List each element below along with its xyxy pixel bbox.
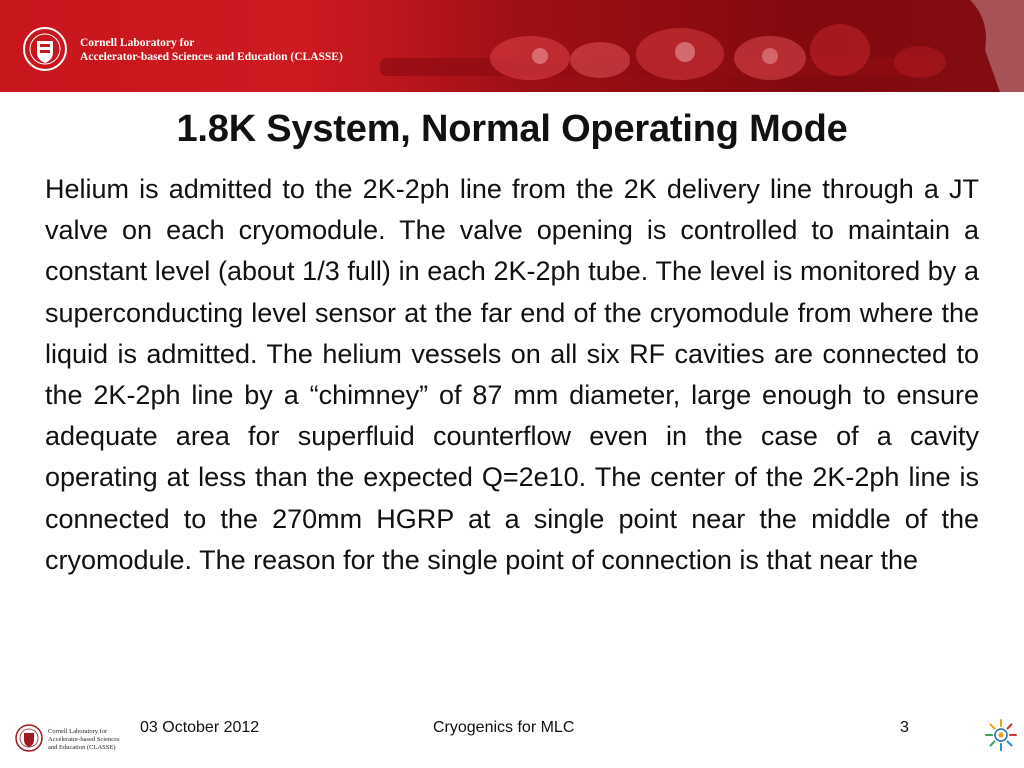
footer-date: 03 October 2012 <box>140 719 260 736</box>
header-org-name <box>80 36 343 64</box>
slide-title: 1.8K System, Normal Operating Mode <box>176 108 848 150</box>
accelerator-photo-strip <box>300 0 1024 92</box>
slide-body-text: Helium is admitted to the 2K-2ph line from the 2K delivery line through a JT valve on each cryomodule. The valve opening is controlled to maintain a constant level (about 1/3 full) in each 2K-2ph tube. The level is monitored by a superconducting level sensor at the far end of the cryomodule from where the liquid is admitted. The helium vessels on all six RF cavities are connected to the 2K-2ph line by a “chimney” of 87 mm diameter, large enough to ensure adequate area for superfluid counterflow even in the case of a cavity operating at less than the expected Q=2e10. The center of the 2K-2ph line is connected to the 270mm HGRP at a single point near the middle of the cryomodule. The reason for the single point of connection is that near the <box>45 174 979 575</box>
header-org-line1: Cornell Laboratory for <box>80 37 195 49</box>
footer-presentation-title: Cryogenics for MLC <box>433 719 575 736</box>
cornell-seal-icon <box>22 24 68 76</box>
footer-org-line3: and Education (CLASSE) <box>48 744 116 751</box>
header-org-line2: Accelerator-based Sciences and Education (CLASSE) <box>80 51 343 63</box>
footer-org-line2: Accelerator-based Sciences <box>48 736 120 743</box>
footer-org-line1: Cornell Laboratory for <box>48 728 108 735</box>
page-number: 3 <box>900 719 909 736</box>
cornell-seal-icon <box>14 722 44 756</box>
sunburst-logo-icon <box>984 718 1018 752</box>
header-banner <box>0 0 1024 92</box>
